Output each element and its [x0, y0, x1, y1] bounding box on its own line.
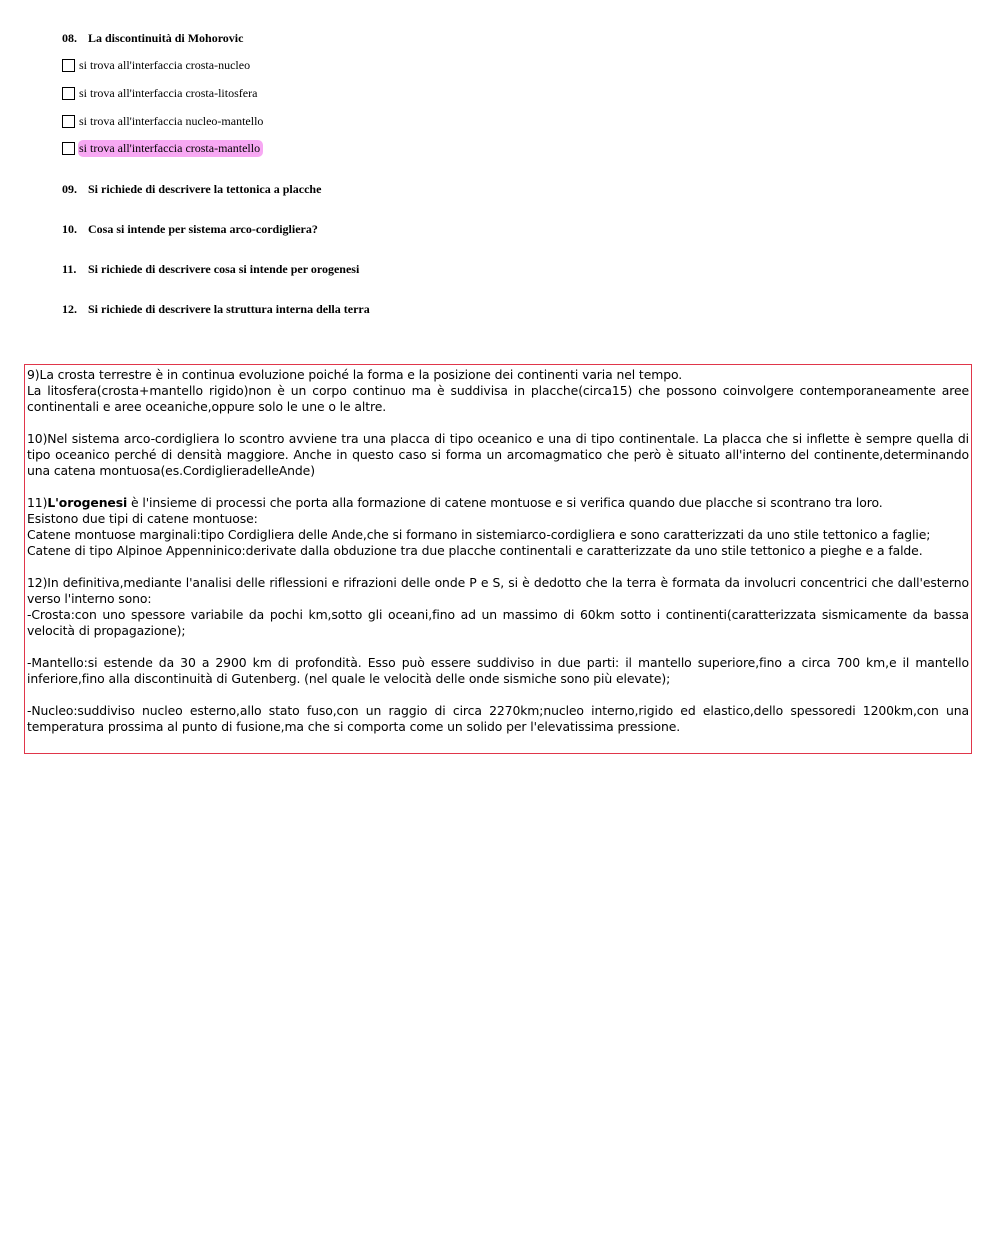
answer-11-bold-term: L'orogenesi [47, 495, 128, 510]
option-crosta-litosfera[interactable] [62, 85, 259, 101]
question-number: 08. [62, 31, 77, 45]
answer-10: 10)Nel sistema arco-cordigliera lo scontro avviene tra una placca di tipo oceanico e una di tipo continentale. La placca che si inflette è sempre quella di tipo oceanico perché di densità maggiore. Anche in questo caso si forma un arcomagmatico che però è situato all'interno del continente,determinando una catena montuosa(es.CordiglieradelleAnde) [27, 431, 969, 478]
answer-11-line-4: Catene di tipo Alpinoe Appenninico:derivate dalla obduzione tra due placche continentali e caratterizzate da uno stile tettonico a pieghe e a falde. [27, 543, 923, 558]
option-label: si trova all'interfaccia nucleo-mantello [79, 113, 264, 128]
answer-9-line-1: 9)La crosta terrestre è in continua evoluzione poiché la forma e la posizione dei continenti varia nel tempo. [27, 367, 683, 382]
answer-11-line-2: Esistono due tipi di catene montuose: [27, 511, 258, 526]
question-text: Si richiede di descrivere cosa si intende per orogenesi [88, 262, 360, 276]
question-text: Si richiede di descrivere la struttura interna della terra [88, 302, 370, 316]
option-crosta-mantello[interactable] [62, 140, 263, 156]
question-09-title [62, 182, 321, 197]
checkbox[interactable] [62, 142, 75, 155]
question-number: 11. [62, 262, 77, 276]
question-12-title [62, 302, 370, 317]
option-label-highlighted: si trova all'interfaccia crosta-mantello [78, 140, 263, 157]
checkbox[interactable] [62, 87, 75, 100]
option-label: si trova all'interfaccia crosta-litosfera [79, 85, 258, 100]
answer-11-line-1 [27, 495, 969, 511]
answer-11-line-3: Catene montuose marginali:tipo Cordigliera delle Ande,che si formano in sistemiarco-cordigliera e sono caratterizzati da uno stile tettonico a faglie; [27, 527, 931, 542]
question-text: Si richiede di descrivere la tettonica a placche [88, 182, 322, 196]
question-text: Cosa si intende per sistema arco-cordigliera? [88, 222, 318, 236]
answer-12-mantello: -Mantello:si estende da 30 a 2900 km di profondità. Esso può essere suddiviso in due parti: il mantello superiore,fino a circa 700 km,e il mantello inferiore,fino alla discontinuità di Gutenberg. (nel quale le velocità delle onde sismiche sono più elevate); [27, 655, 969, 686]
question-number: 12. [62, 302, 77, 316]
answer-12-nucleo: -Nucleo:suddiviso nucleo esterno,allo stato fuso,con un raggio di circa 2270km;nucleo interno,rigido ed elastico,dello spessoredi 1200km,con una temperatura prossima al punto di fusione,ma che si comporta come un solido per l'elevatissima pressione. [27, 703, 969, 734]
question-08-title [62, 31, 243, 46]
question-text: La discontinuità di Mohorovic [88, 31, 244, 45]
question-10-title [62, 222, 318, 237]
answer-12-crosta: -Crosta:con uno spessore variabile da pochi km,sotto gli oceani,fino ad un massimo di 60km sotto i continenti(caratterizzata sismicamente da bassa velocità di propagazione); [27, 607, 969, 638]
checkbox[interactable] [62, 115, 75, 128]
question-number: 09. [62, 182, 77, 196]
checkbox[interactable] [62, 59, 75, 72]
answer-9-line-2: La litosfera(crosta+mantello rigido)non è un corpo continuo ma è suddivisa in placche(circa15) che possono coinvolgere contemporaneamente aree continentali e aree oceaniche,oppure solo le une o le altre. [27, 383, 969, 414]
option-label: si trova all'interfaccia crosta-nucleo [79, 57, 251, 72]
answer-textarea[interactable] [24, 364, 972, 754]
answer-12-line-1: 12)In definitiva,mediante l'analisi delle riflessioni e rifrazioni delle onde P e S, si è dedotto che la terra è formata da involucri concentrici che dall'esterno verso l'interno sono: [27, 575, 969, 606]
option-crosta-nucleo[interactable] [62, 57, 252, 73]
option-nucleo-mantello[interactable] [62, 113, 265, 129]
answer-11-rest: è l'insieme di processi che porta alla formazione di catene montuose e si verifica quando due placche si scontrano tra loro. [127, 495, 883, 510]
question-number: 10. [62, 222, 77, 236]
question-11-title [62, 262, 359, 277]
answer-11-prefix: 11) [27, 495, 48, 510]
